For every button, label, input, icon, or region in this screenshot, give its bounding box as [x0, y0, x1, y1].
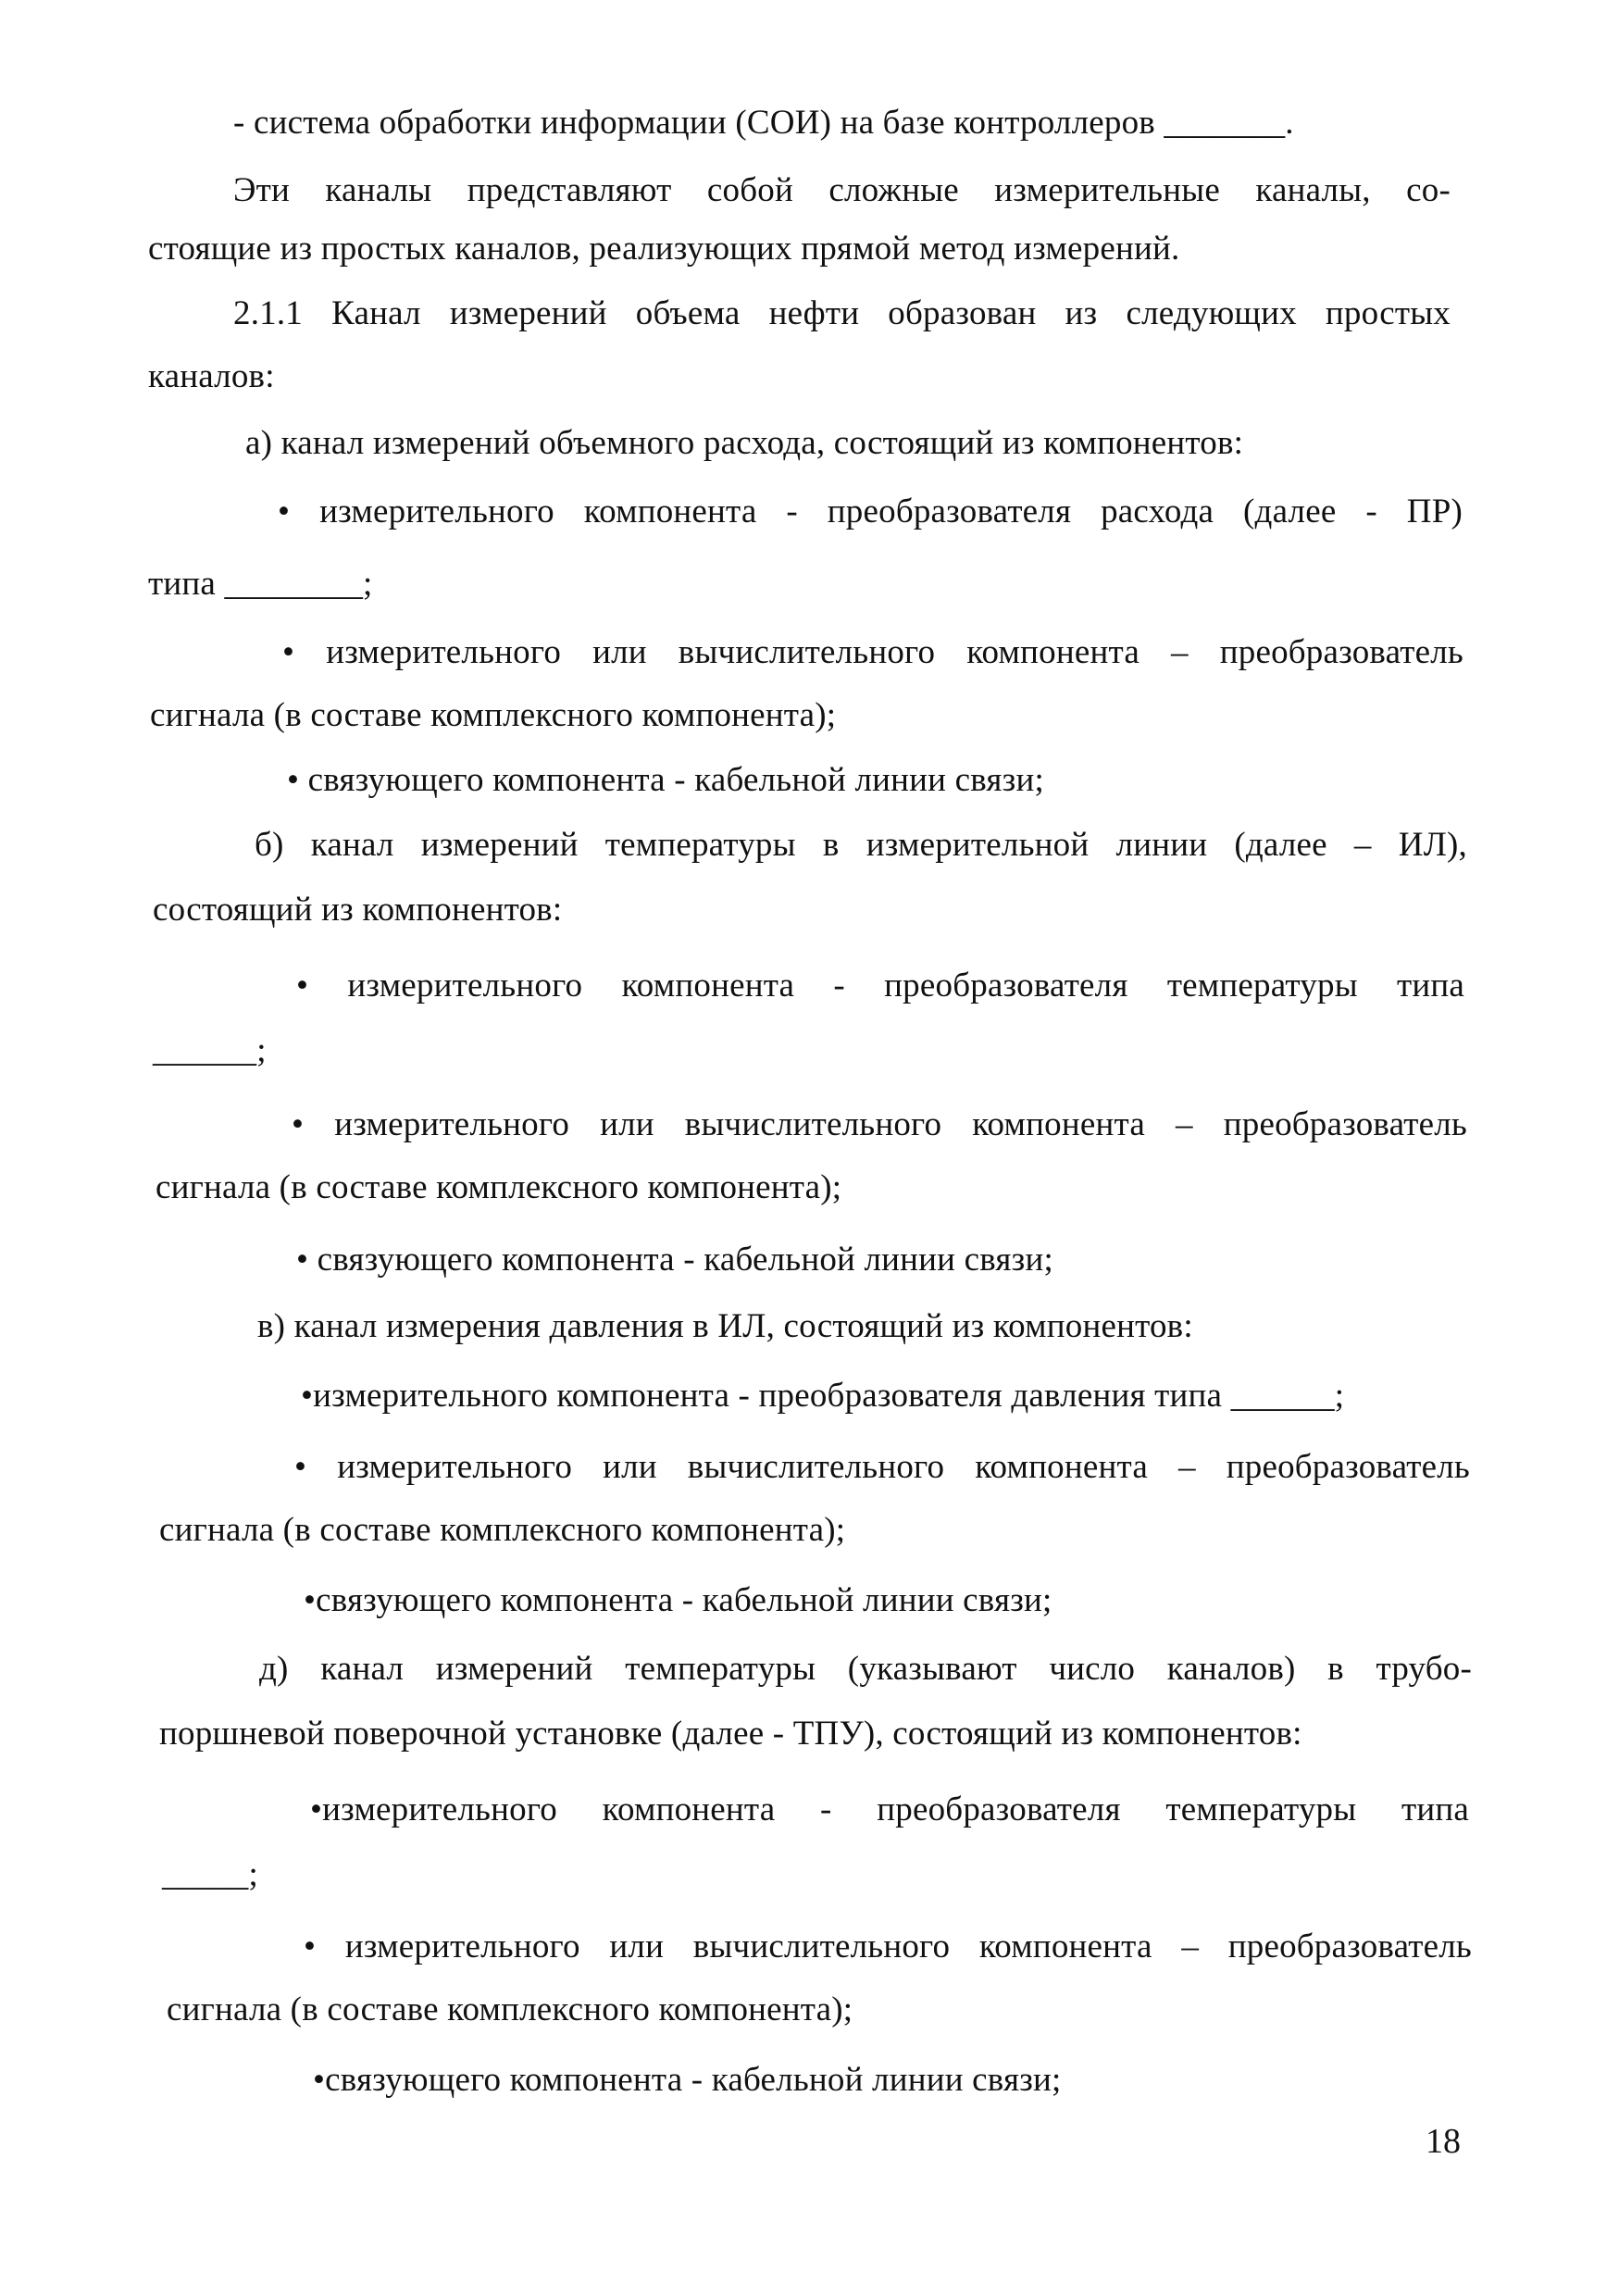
bullet-item: • измерительного или вычислительного компонента – преобразователь	[304, 1928, 1472, 1965]
text-line: сигнала (в составе комплексного компонента);	[167, 1990, 853, 2028]
text-line: - система обработки информации (СОИ) на базе контроллеров _______.	[233, 104, 1294, 142]
bullet-item: •измерительного компонента - преобразователя температуры типа	[310, 1791, 1469, 1828]
list-item-heading: а) канал измерений объемного расхода, состоящий из компонентов:	[245, 424, 1244, 462]
text-line: ______;	[153, 1031, 267, 1069]
bullet-item: •связующего компонента - кабельной линии связи;	[313, 2061, 1062, 2099]
section-heading: 2.1.1 Канал измерений объема нефти образован из следующих простых	[233, 294, 1451, 332]
bullet-item: • измерительного компонента - преобразователя расхода (далее - ПР)	[278, 493, 1463, 530]
text-line: типа ________;	[148, 565, 373, 603]
text-line: сигнала (в составе комплексного компонента);	[156, 1168, 842, 1206]
text-line: стоящие из простых каналов, реализующих прямой метод измерений.	[148, 230, 1180, 268]
list-item-heading: б) канал измерений температуры в измерительной линии (далее – ИЛ),	[255, 826, 1467, 864]
bullet-item: • измерительного компонента - преобразователя температуры типа	[296, 967, 1464, 1004]
text-line: каналов:	[148, 357, 275, 395]
text-line: состоящий из компонентов:	[153, 891, 563, 929]
list-item-heading: д) канал измерений температуры (указывают число каналов) в трубо-	[259, 1650, 1472, 1688]
bullet-item: • измерительного или вычислительного компонента – преобразователь	[282, 633, 1463, 671]
text-line: Эти каналы представляют собой сложные измерительные каналы, со-	[233, 171, 1451, 209]
bullet-item: •связующего компонента - кабельной линии связи;	[304, 1581, 1052, 1619]
text-line: сигнала (в составе комплексного компонента);	[150, 696, 837, 734]
list-item-heading: в) канал измерения давления в ИЛ, состоящий из компонентов:	[257, 1307, 1193, 1345]
bullet-item: • измерительного или вычислительного компонента – преобразователь	[292, 1105, 1467, 1143]
bullet-item: • связующего компонента - кабельной линии связи;	[287, 761, 1044, 799]
text-line: поршневой поверочной установке (далее - ТПУ), состоящий из компонентов:	[159, 1715, 1302, 1753]
bullet-item: •измерительного компонента - преобразователя давления типа ______;	[301, 1377, 1345, 1415]
text-line: сигнала (в составе комплексного компонента);	[159, 1511, 846, 1549]
bullet-item: • связующего компонента - кабельной линии связи;	[296, 1241, 1053, 1279]
bullet-item: • измерительного или вычислительного компонента – преобразователь	[294, 1448, 1470, 1486]
page-number: 18	[1426, 2122, 1461, 2161]
text-line: _____;	[162, 1855, 258, 1893]
